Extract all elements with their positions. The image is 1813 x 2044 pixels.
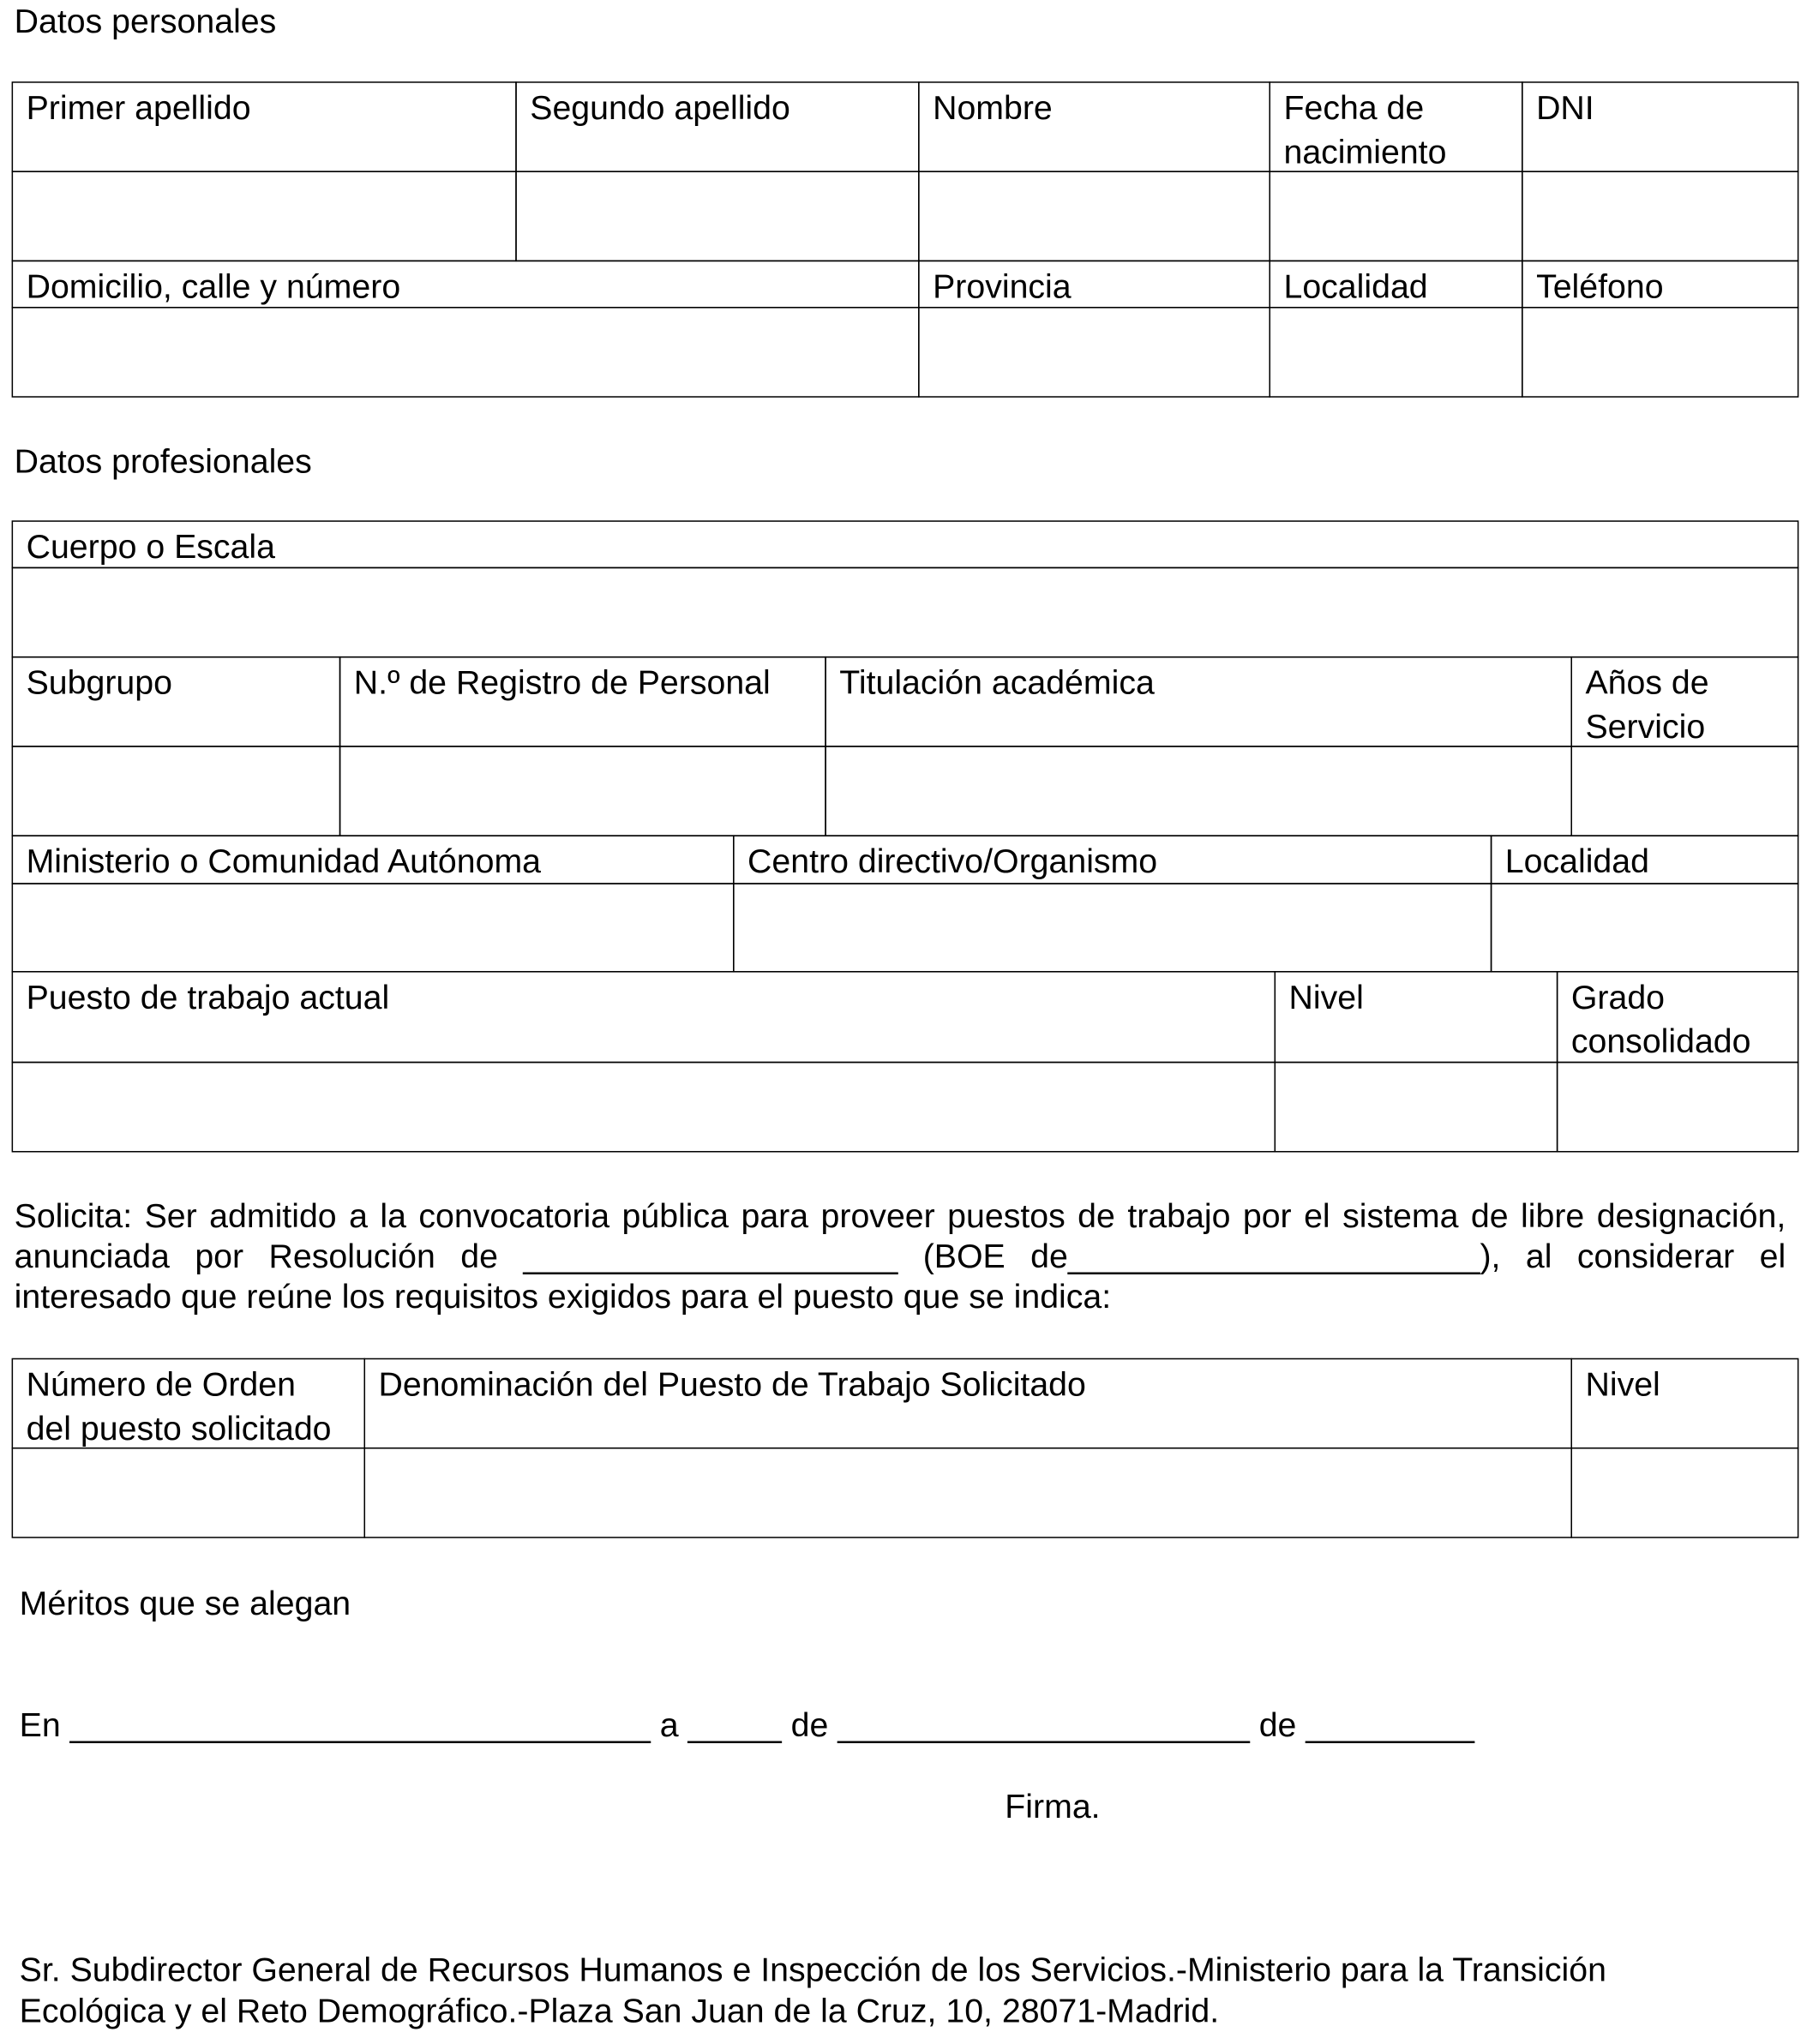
field-subgrupo[interactable]	[12, 746, 341, 837]
field-nombre[interactable]	[918, 171, 1270, 262]
label-dni: DNI	[1522, 82, 1798, 173]
heading-datos-personales: Datos personales	[14, 1, 277, 40]
label-registro: N.º de Registro de Personal	[339, 656, 826, 747]
label-primer-apellido: Primer apellido	[12, 82, 517, 173]
field-cuerpo[interactable]	[12, 567, 1799, 658]
label-anos-servicio: Años de Servicio	[1571, 656, 1799, 747]
label-telefono: Teléfono	[1522, 261, 1798, 309]
field-titulacion[interactable]	[825, 746, 1573, 837]
label-puesto-actual: Puesto de trabajo actual	[12, 971, 1276, 1063]
field-numero-orden[interactable]	[12, 1448, 365, 1538]
heading-datos-profesionales: Datos profesionales	[14, 441, 312, 481]
label-numero-orden: Número de Orden del puesto solicitado	[12, 1358, 365, 1449]
label-segundo-apellido: Segundo apellido	[516, 82, 920, 173]
label-fecha-nacimiento: Fecha de nacimiento	[1270, 82, 1523, 173]
label-localidad: Localidad	[1270, 261, 1523, 309]
field-dni[interactable]	[1522, 171, 1798, 262]
label-cuerpo: Cuerpo o Escala	[12, 521, 1799, 569]
label-subgrupo: Subgrupo	[12, 656, 341, 747]
field-localidad[interactable]	[1270, 307, 1523, 398]
field-fecha-nacimiento[interactable]	[1270, 171, 1523, 262]
label-nivel: Nivel	[1275, 971, 1558, 1063]
label-ministerio: Ministerio o Comunidad Autónoma	[12, 836, 735, 884]
recipient-line-1: Sr. Subdirector General de Recursos Humanos e Inspección de los Servicios.-Ministerio para la Transición	[19, 1950, 1606, 1989]
field-nivel-solicitado[interactable]	[1571, 1448, 1799, 1538]
firma-label: Firma.	[1005, 1786, 1101, 1826]
label-denominacion: Denominación del Puesto de Trabajo Solicitado	[364, 1358, 1572, 1449]
field-localidad-prof[interactable]	[1491, 884, 1799, 973]
field-domicilio[interactable]	[12, 307, 920, 398]
field-nivel[interactable]	[1275, 1062, 1558, 1153]
field-segundo-apellido[interactable]	[516, 171, 920, 262]
label-nombre: Nombre	[918, 82, 1270, 173]
meritos-heading: Méritos que se alegan	[19, 1583, 351, 1622]
label-grado: Grado consolidado	[1557, 971, 1799, 1063]
field-centro[interactable]	[733, 884, 1492, 973]
label-domicilio: Domicilio, calle y número	[12, 261, 920, 309]
solicita-paragraph: Solicita: Ser admitido a la convocatoria pública para proveer puestos de trabajo por el sistema de libre designación, anunciada por Resolución de ____________________ (BOE de______________________), al considerar el interesado que reúne los requisitos exigidos para el puesto que se indica:	[14, 1196, 1786, 1316]
label-titulacion: Titulación académica	[825, 656, 1573, 747]
label-localidad-prof: Localidad	[1491, 836, 1799, 884]
field-anos-servicio[interactable]	[1571, 746, 1799, 837]
label-nivel-solicitado: Nivel	[1571, 1358, 1799, 1449]
field-primer-apellido[interactable]	[12, 171, 517, 262]
field-registro[interactable]	[339, 746, 826, 837]
field-puesto-actual[interactable]	[12, 1062, 1276, 1153]
field-provincia[interactable]	[918, 307, 1270, 398]
recipient-line-2: Ecológica y el Reto Demográfico.-Plaza San Juan de la Cruz, 10, 28071-Madrid.	[19, 1991, 1220, 2030]
field-denominacion[interactable]	[364, 1448, 1572, 1538]
label-provincia: Provincia	[918, 261, 1270, 309]
field-grado[interactable]	[1557, 1062, 1799, 1153]
date-place-line: En _______________________________ a _____ de ______________________ de _________	[19, 1705, 1474, 1744]
field-telefono[interactable]	[1522, 307, 1798, 398]
field-ministerio[interactable]	[12, 884, 735, 973]
label-centro: Centro directivo/Organismo	[733, 836, 1492, 884]
